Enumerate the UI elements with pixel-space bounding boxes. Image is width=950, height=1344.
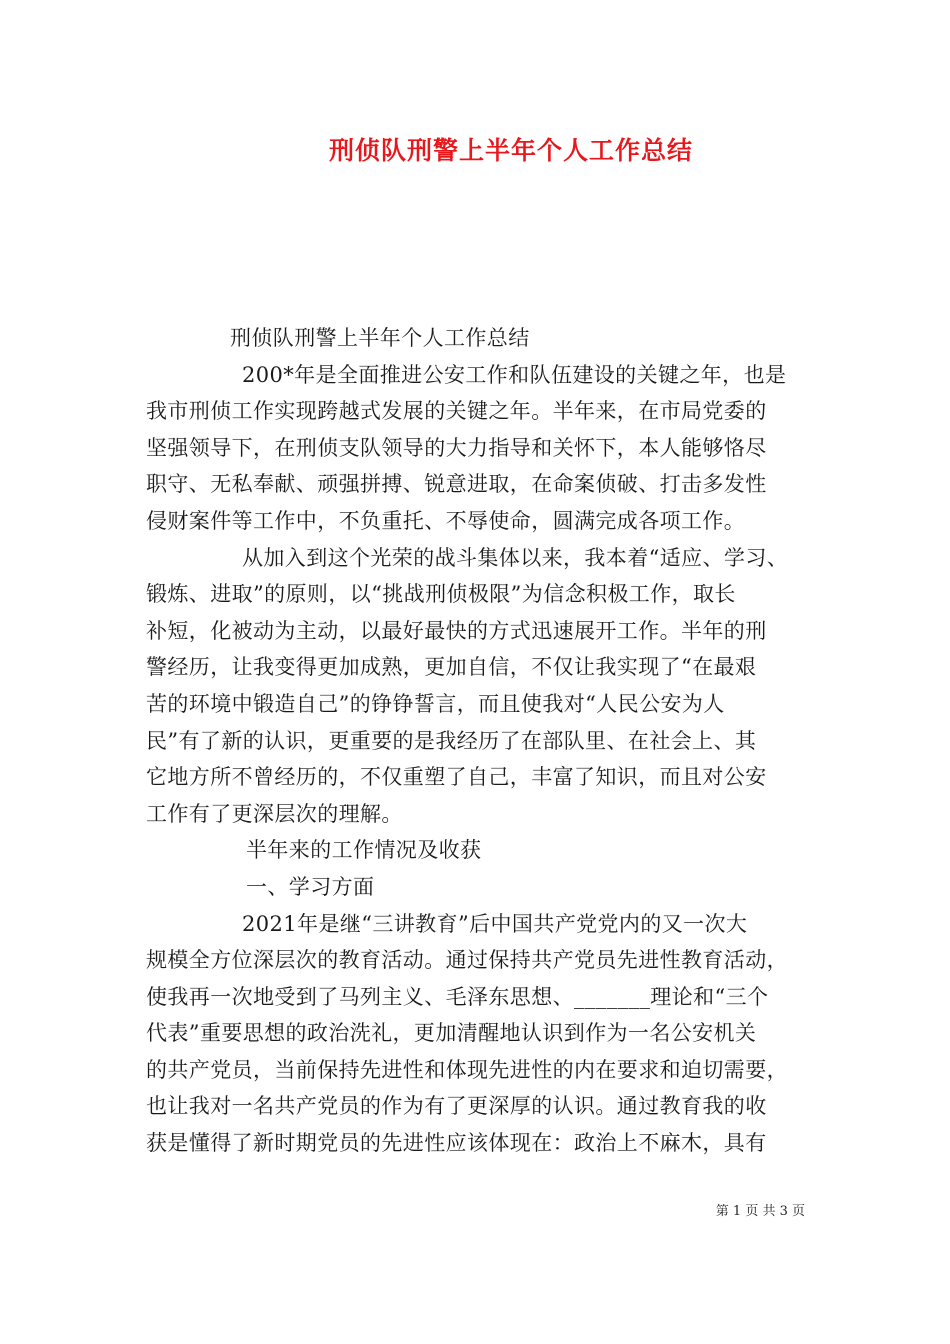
page-number-footer: 第 1 页 共 3 页	[715, 1204, 805, 1219]
body-line: 警经历，让我变得更加成熟，更加自信，不仅让我实现了“在最艰	[146, 655, 757, 680]
body-line: 半年来的工作情况及收获	[246, 838, 482, 863]
body-line: 200*年是全面推进公安工作和队伍建设的关键之年，也是	[242, 362, 787, 387]
body-line: 也让我对一名共产党员的作为有了更深厚的认识。通过教育我的收	[146, 1094, 767, 1119]
body-line: 它地方所不曾经历的，不仅重塑了自己，丰富了知识，而且对公安	[146, 765, 767, 790]
body-line: 使我再一次地受到了马列主义、毛泽东思想、_______理论和“三个	[146, 984, 769, 1009]
body-line: 工作有了更深层次的理解。	[146, 801, 403, 826]
body-line: 补短，化被动为主动，以最好最快的方式迅速展开工作。半年的刑	[146, 618, 767, 643]
body-line: 2021年是继“三讲教育”后中国共产党党内的又一次大	[242, 911, 748, 936]
document-body	[146, 320, 804, 1162]
body-line: 我市刑侦工作实现跨越式发展的关键之年。半年来，在市局党委的	[146, 399, 767, 424]
body-line: 从加入到这个光荣的战斗集体以来，我本着“适应、学习、	[242, 545, 789, 570]
body-line: 获是懂得了新时期党员的先进性应该体现在：政治上不麻木，具有	[146, 1131, 767, 1156]
document-title: 刑侦队刑警上半年个人工作总结	[328, 136, 693, 165]
body-line: 规模全方位深层次的教育活动。通过保持共产党员先进性教育活动，	[146, 948, 788, 973]
body-line: 苦的环境中锻造自己”的铮铮誓言，而且使我对“人民公安为人	[146, 691, 725, 716]
body-line: 刑侦队刑警上半年个人工作总结	[230, 326, 530, 350]
body-line: 侵财案件等工作中，不负重托、不辱使命，圆满完成各项工作。	[146, 508, 746, 533]
body-line: 代表”重要思想的政治洗礼，更加清醒地认识到作为一名公安机关	[146, 1021, 757, 1046]
body-line: 民”有了新的认识，更重要的是我经历了在部队里、在社会上、其	[146, 728, 757, 753]
body-line: 锻炼、进取”的原则，以“挑战刑侦极限”为信念积极工作，取长	[146, 582, 736, 607]
body-line: 一、学习方面	[246, 874, 375, 899]
body-line: 坚强领导下，在刑侦支队领导的大力指导和关怀下，本人能够恪尽	[146, 435, 767, 460]
body-line: 职守、无私奉献、顽强拼搏、锐意进取，在命案侦破、打击多发性	[146, 472, 767, 497]
body-line: 的共产党员，当前保持先进性和体现先进性的内在要求和迫切需要，	[146, 1057, 788, 1082]
